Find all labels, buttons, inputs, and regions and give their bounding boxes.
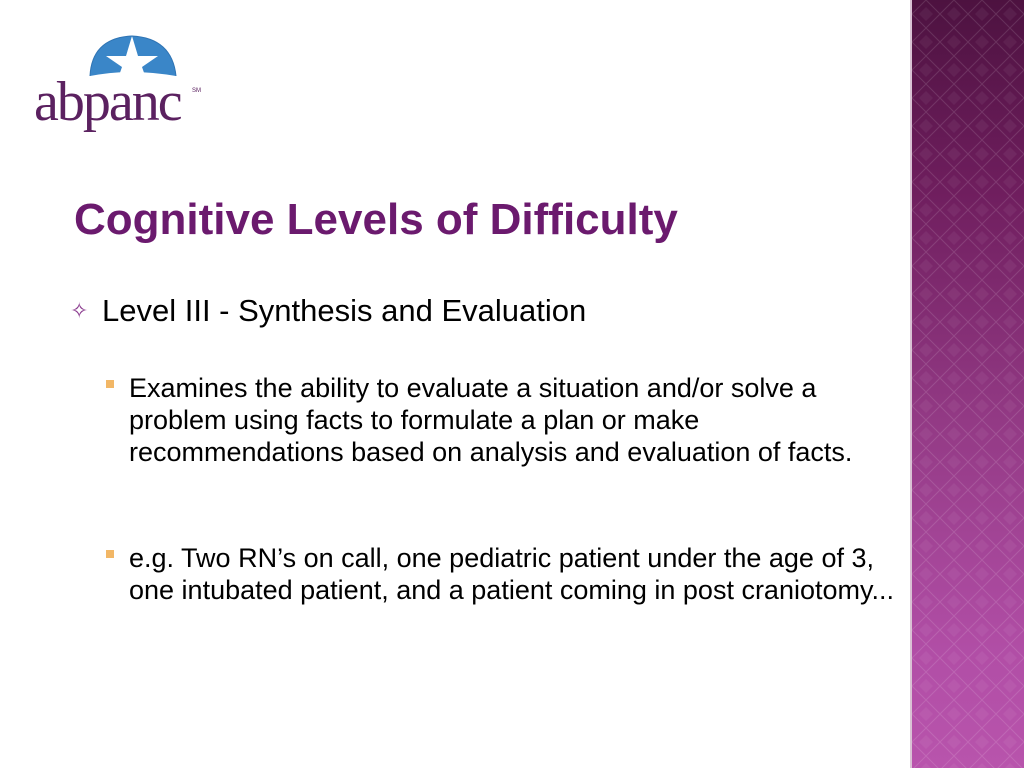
level2-bullet-item [106, 372, 906, 504]
diamond-pattern [912, 0, 1024, 768]
logo-wordmark: abpanc [34, 71, 181, 133]
logo-service-mark: SM [192, 88, 201, 94]
decorative-side-panel [912, 0, 1024, 768]
level2-text: e.g. Two RN’s on call, one pediatric patient under the age of 3, one intubated patient, and a patient coming in post craniotomy... [129, 543, 894, 605]
level1-text: Level III - Synthesis and Evaluation [102, 293, 587, 328]
level2-bullet-item [106, 542, 906, 642]
square-bullet-icon [106, 550, 114, 558]
four-point-star-outline-icon: ✧ [70, 299, 89, 324]
abpanc-logo [34, 32, 214, 132]
square-bullet-icon [106, 380, 114, 388]
level1-bullet-item [70, 290, 900, 334]
level2-text: Examines the ability to evaluate a situation and/or solve a problem using facts to formulate a plan or make recommendations based on analysis and evaluation of facts. [129, 373, 853, 467]
slide-title: Cognitive Levels of Difficulty [74, 195, 678, 244]
